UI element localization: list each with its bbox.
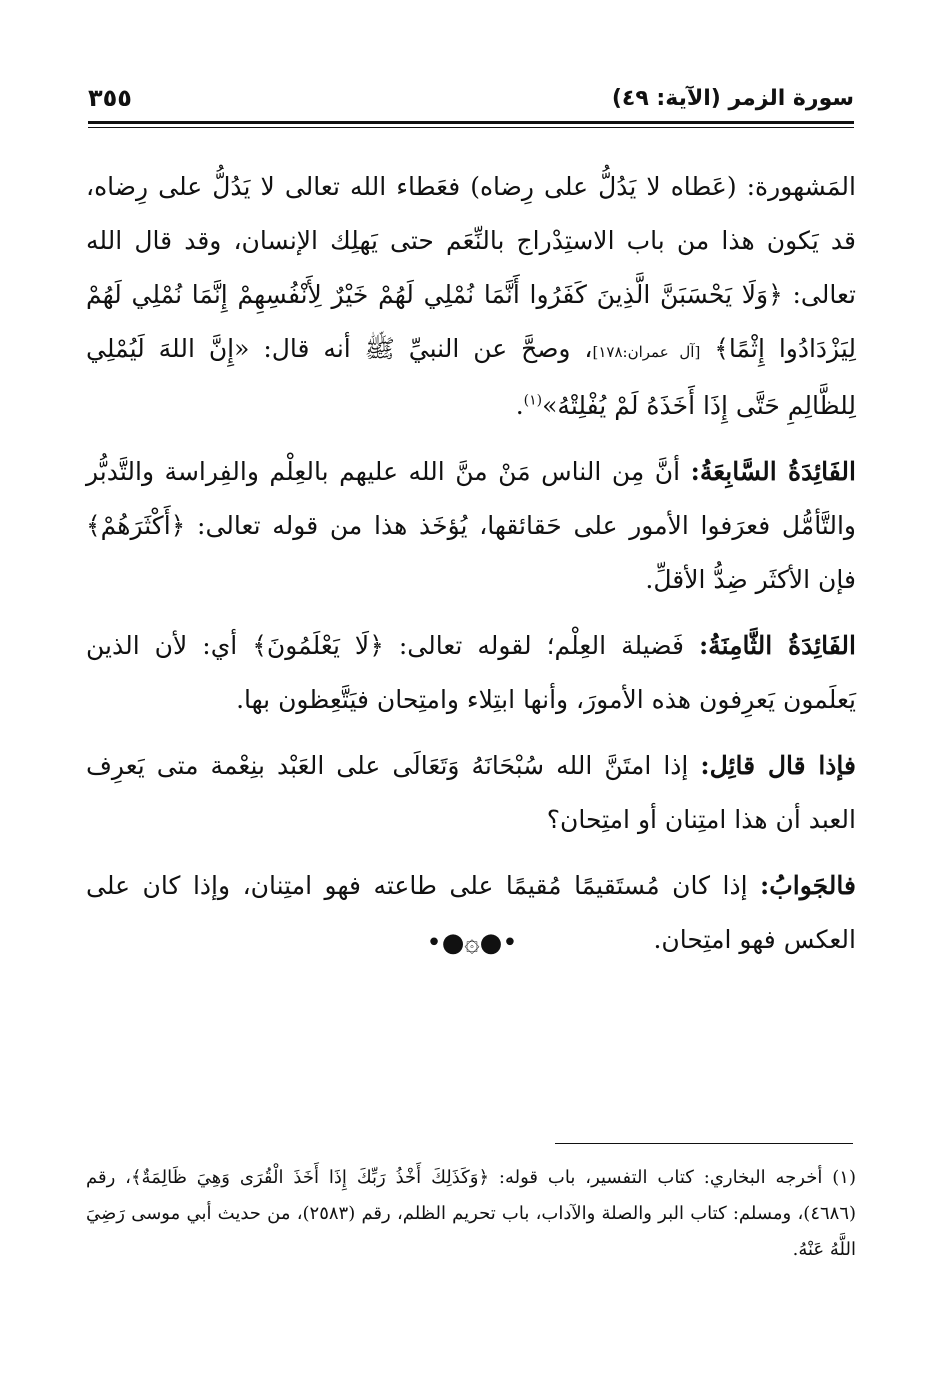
footnote-rule <box>555 1143 853 1144</box>
page-header <box>88 80 854 120</box>
paragraph-heading: فالجَوابُ: <box>760 871 856 900</box>
footnote: (١) أخرجه البخاري: كتاب التفسير، باب قوله: ﴿وَكَذَلِكَ أَخْذُ رَبِّكَ إِذَا أَخَذَ الْقُرَى وَهِيَ ظَالِمَةٌ﴾، رقم (٤٦٨٦)، ومسلم: كتاب البر والصلة والآداب، باب تحريم الظلم، رقم (٢٥٨٣)، من حديث أبي موسى رَضِيَ اللَّهُ عَنْهُ. <box>86 1167 857 1260</box>
paragraph-heading: الفَائِدَةُ السَّابِعَةُ: <box>690 457 856 486</box>
paragraph-text: إذا كان مُستَقيمًا مُقيمًا على طاعته فهو امتِنان، وإذا كان على العكس فهو امتِحان. <box>86 871 856 954</box>
surah-title: سورة الزمر (الآية: ٤٩) <box>611 86 854 111</box>
paragraph-text: إذا امتَنَّ الله سُبْحَانَهُ وَتَعَالَى على العَبْد بنِعْمة متى يَعرِف العبد أن هذا امتِنان أو امتِحان؟ <box>86 751 856 834</box>
paragraph-heading: الفَائِدَةُ الثَّامِنَةُ: <box>698 631 856 660</box>
verse-reference: [آل عمران:١٧٨] <box>592 343 701 361</box>
paragraph-text: ، وصحَّ عن النبيِّ ﷺ أنه قال: «إِنَّ اللهَ لَيُمْلِي لِلظَّالِمِ حَتَّى إِذَا أَخَذَهُ لَمْ يُفْلِتْهُ» <box>86 334 856 420</box>
section-ornament: •●۞●• <box>426 928 518 958</box>
paragraph-question <box>86 739 856 847</box>
paragraph-intro <box>86 160 856 433</box>
paragraph-benefit-eight <box>86 619 856 727</box>
main-text <box>86 160 856 979</box>
footnote-marker[interactable]: (١) <box>523 392 543 409</box>
paragraph-text: أنَّ مِن الناس مَنْ منَّ الله عليهم بالعِلْم والفِراسة والتَّدبُّر والتَّأمُّل فعرَفوا الأمور على حَقائقها، يُؤخَذ هذا من قوله تعالى: ﴿أَكْثَرَهُمْ﴾ فإن الأكثَر ضِدُّ الأقلِّ. <box>86 457 856 594</box>
paragraph-text: المَشهورة: (عَطاه لا يَدُلُّ على رِضاه) فعَطاء الله تعالى لا يَدُلُّ على رِضاه، قد يَكون هذا من باب الاستِدْراج بالنِّعَم حتى يَهلِك الإنسان، وقد قال الله تعالى: ﴿وَلَا يَحْسَبَنَّ الَّذِينَ كَفَرُوا أَنَّمَا نُمْلِي لَهُمْ خَيْرٌ لِأَنْفُسِهِمْ إِنَّمَا نُمْلِي لَهُمْ لِيَزْدَادُوا إِثْمًا﴾ <box>86 172 857 363</box>
header-rule-thin <box>88 127 854 128</box>
paragraph-end: . <box>515 391 524 420</box>
paragraph-benefit-seven <box>86 445 856 607</box>
paragraph-heading: فإذا قال قائِل: <box>700 751 856 780</box>
page-number: ٣٥٥ <box>88 84 132 112</box>
header-rule-thick <box>88 121 854 124</box>
paragraph-text: فَضيلة العِلْم؛ لقوله تعالى: ﴿لَا يَعْلَمُونَ﴾ أي: لأن الذين يَعلَمون يَعرِفون هذه الأمورَ، وأنها ابتِلاء وامتِحان فيَتَّعِظون بها. <box>86 631 856 714</box>
